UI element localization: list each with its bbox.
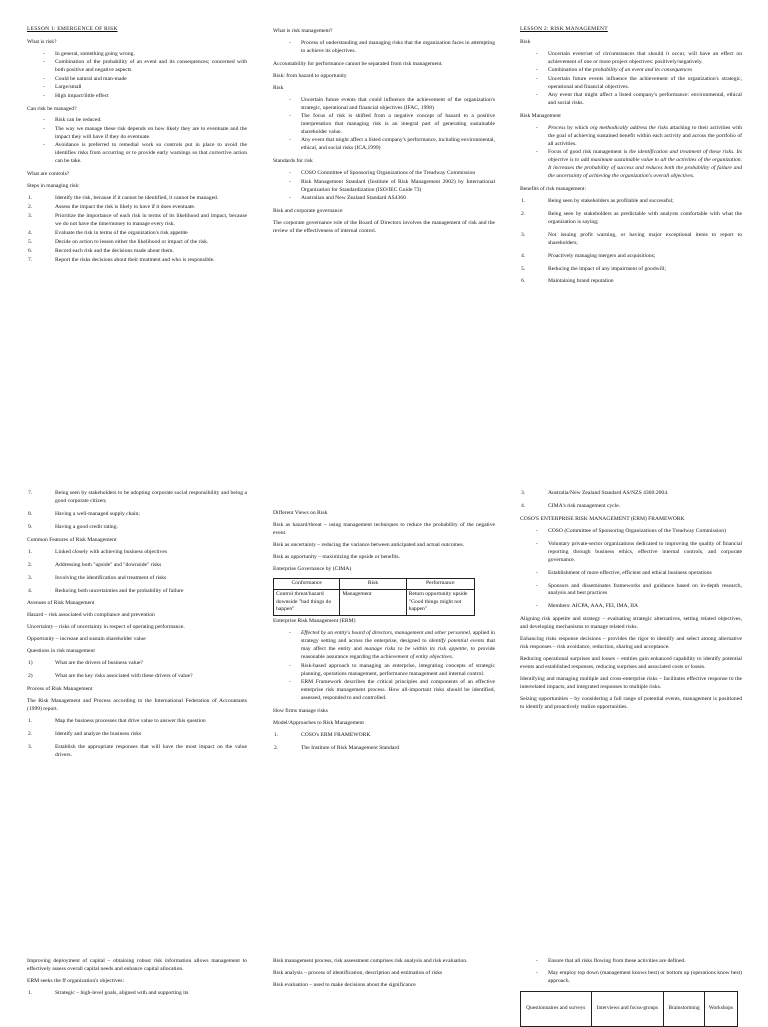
list-item: 2. Being seen by stakeholders as predictable with analysts comfortable with what the organization is saying; <box>521 210 742 225</box>
paragraph: Risk as opportunity – maximizing the upside or benefits. <box>273 553 400 560</box>
lesson-2-title: LESSON 2: RISK MANAGEMENT <box>520 26 608 32</box>
list-item: - Process by which org methodically address the risks attaching to their activities with the goal of achieving sustained benefit within each activity and across the portfolio of all activities. <box>548 125 742 149</box>
list-item: - High impact/little effect <box>55 93 247 101</box>
list-item: 3. Involving the identification and treatment of risks <box>28 574 167 581</box>
list-item: 1) What are the drivers of business value? <box>28 660 143 667</box>
risk-definition-list <box>520 51 742 108</box>
heading-risk: Risk <box>273 84 284 91</box>
list-item: 4. Reducing both uncertainties and the probability of failure <box>28 587 184 594</box>
list-item: - Any event that might affect a listed company's performance: environmental, ethical and social risks. <box>548 92 742 108</box>
list-item: 1. Being seen by stakeholders as profitable and successful; <box>521 197 674 204</box>
process-list <box>27 718 247 760</box>
erm-list <box>273 630 495 702</box>
heading-different-views: Different Views on Risk <box>273 510 328 516</box>
list-item: - Voluntary private-sector organizations dedicated to improving the quality of financial reporting through business ethics, effective internal controls, and corporate governance. <box>548 541 742 565</box>
table-cell: Brainstorming <box>664 991 705 1026</box>
paragraph: Aligning risk appetite and strategy – evaluating strategic alternatives, setting related objectives, and developing mechanisms to manage related risks. <box>520 616 742 631</box>
heading-can-risk-be-managed: Can risk be managed? <box>27 105 77 112</box>
heading-risk-management: Risk Management <box>520 112 561 119</box>
table-header: Risk <box>340 578 406 589</box>
heading-models: Model/Approaches to Risk Management <box>273 719 364 726</box>
list-item: 6. Record each risk and the decisions made about them. <box>28 247 174 254</box>
list-item: - Risk-based approach to managing an enterprise, integrating concepts of strategic planning, operations management, performance management and internal control. <box>301 663 495 679</box>
standards-list <box>273 170 495 203</box>
heading-risk-and-corporate-governance: Risk and corporate governance <box>273 207 343 214</box>
coso-list <box>520 528 742 612</box>
paragraph: Risk as uncertainty – reducing the variance between anticipated and actual outcomes. <box>273 541 465 548</box>
table-header: Performance <box>406 578 474 589</box>
heading-benefits: Benefits of risk management: <box>520 185 587 192</box>
list-item: 4. Evaluate the risk in terms of the organization's risk appetite <box>28 229 188 236</box>
list-item: - Ensure that all risks flowing from these activities are defined. <box>548 958 742 966</box>
heading-what-are-controls: What are controls? <box>27 171 70 178</box>
paragraph: Risk management process, risk assessment comprises risk analysis and risk evaluation. <box>273 958 468 964</box>
list-item: 3. Not issuing profit warning, or having major exceptional items to report to shareholders; <box>521 231 742 246</box>
column-3-section-2 <box>520 490 742 716</box>
models-list <box>273 732 495 753</box>
objectives-list <box>27 990 247 998</box>
heading-questions: Questions in risk management <box>27 648 95 655</box>
heading-how-firms-manage-risks: How firms manage risks <box>273 707 328 714</box>
list-item: - In general, something going wrong. <box>55 51 247 59</box>
techniques-table <box>520 991 738 1027</box>
table-cell: Return opportunity upside "Good things might not happen" <box>406 589 474 616</box>
heading-coso-erm-framework: COSO'S ENTERPRISE RISK MANAGEMENT (ERM) FRAMEWORK <box>520 515 685 522</box>
list-item: 5. Decide on action to lessen either the likelihood or impact of the risk. <box>28 238 209 245</box>
list-item: - Effected by an entity's board of directors, management and other personnel, applied in strategy setting and across the enterprise, designed to identify potential events that may affect the entity and manage risks to be within its risk appetite, to provide reasonable assurance regarding the achievement of entity objectives. <box>301 630 495 662</box>
list-item: - Sponsors and disseminates frameworks and guidance based on in-depth research, analysis and best practices <box>548 583 742 599</box>
list-item: - Focus of good risk management is the identification and treatment of these risks. Its objective is to add maximum sustainable value to all the activities of the organization. It increases the probability of success and reduces both the probability of failure and the uncertainty of achieving the organization's overall objectives. <box>548 149 742 181</box>
risk-definition-list <box>273 97 495 154</box>
list-item: - Combination of the probability of an event and its consequences <box>548 67 742 75</box>
list-item: 1. Strategic – high-level goals, aligned with and supporting its <box>28 989 189 996</box>
approach-list <box>520 958 742 986</box>
column-2-section-1 <box>273 26 495 240</box>
paragraph: Risk: from hazard to opportunity <box>273 72 347 79</box>
list-item: - The focus of risk is shifted from a negative concept of hazard to a positive interpretation that managing risk is an integral part of generating sustainable shareholder value. <box>301 113 495 137</box>
list-item: - Large/small <box>55 84 247 92</box>
enterprise-governance-table <box>273 578 475 617</box>
paragraph: Reducing operational surprises and losses – entities gain enhanced capability to identify potential events and established responses, reducing surprises and associated costs or losses. <box>520 656 742 670</box>
heading-risk: Risk <box>520 38 531 45</box>
column-1-section-1 <box>27 26 247 269</box>
list-item: - Risk Management Standard (Institute of Risk Management 2002) by International Organization for Standardization (ISO/IEC Guide 73) <box>301 179 495 195</box>
list-item: 1. Linked closely with achieving business objectives <box>28 548 168 555</box>
heading-common-features: Common Features of Risk Management <box>27 536 117 543</box>
risk-management-list <box>520 125 742 181</box>
list-item: - Combination of the probability of an event and its consequences; concerned with both positive and negative aspects <box>55 59 247 75</box>
list-item: - Process of understanding and managing risks that the organization faces in attempting to achieve its objectives. <box>301 40 495 56</box>
heading-erm: Enterprise Risk Management (ERM) <box>273 618 356 625</box>
paragraph: Improving deployment of capital – obtaining robust risk information allows management to effectively assess overall capital needs and enhance capital allocation. <box>27 958 247 972</box>
list-item: - Establishment of more effective, efficient and ethical business operations <box>548 570 742 578</box>
paragraph: Hazard – risk associated with compliance and prevention <box>27 612 155 619</box>
paragraph: Identifying and managing multiple and cross-enterprise risks – facilitates effective response to the interrelated impacts, and integrated responses to multiple risks. <box>520 675 742 690</box>
list-item: - Risk can be reduced. <box>55 117 247 125</box>
heading-enterprise-governance: Enterprise Governance by (CIMA) <box>273 565 352 572</box>
list-item: - Uncertain future events influence the achievement of the organization's strategic, operational and financial objectives. <box>548 76 742 92</box>
steps-list <box>27 195 247 265</box>
can-risk-be-managed-list <box>27 117 247 166</box>
table-cell: Management <box>340 589 406 616</box>
list-item: 2. Addressing both "upside" and "downside" risks <box>28 561 162 568</box>
column-1-section-2 <box>27 490 247 765</box>
table-cell: Questionnaires and surveys <box>521 991 592 1026</box>
column-3-section-1 <box>520 26 742 291</box>
heading-what-is-risk-management: What is risk management? <box>273 28 333 34</box>
list-item: 4. Proactively managing mergers and acquisitions; <box>521 252 656 259</box>
heading-what-is-risk: What is risk? <box>27 38 57 45</box>
list-item: 9. Having a good credit rating. <box>28 523 118 530</box>
column-3-section-3 <box>520 958 742 1027</box>
table-cell: Workshops <box>704 991 737 1026</box>
paragraph: Risk as hazard/threat – using management techniques to reduce the probability of the negative event. <box>273 521 495 536</box>
list-item: 2) What are the key risks associated with these drivers of value? <box>28 673 193 680</box>
list-item: 7. Being seen by stakeholders to be adopting corporate social responsibility and being a good corporate citizen; <box>28 490 247 504</box>
column-1-section-3 <box>27 958 247 1003</box>
list-item: - Avoidance is preferred to remedial work so controls put in place to avoid the identifies risks from occurring or to provide early warnings so that corrective action can be take. <box>55 142 247 166</box>
benefits-list <box>520 198 742 287</box>
paragraph: The Risk Management and Process according to the International Federation of Accountants (1999) report. <box>27 697 247 712</box>
list-item: - Any event that might affect a listed company's performance, including environmental, ethical, and social risks (ICA,1999) <box>301 137 495 153</box>
paragraph: ERM seeks the ff organization's objectives: <box>27 977 124 984</box>
table-cell: Interviews and focus-groups <box>591 991 664 1026</box>
column-2-section-2 <box>273 508 495 758</box>
list-item: - COSO (Committee of Sponsoring Organizations of the Treadway Commission) <box>548 528 742 536</box>
heading-process: Process of Risk Management <box>27 686 93 692</box>
paragraph: The corporate governance role of the Board of Directors involves the management of risk and the review of the effectiveness of internal control. <box>273 219 495 234</box>
list-item: - Uncertain event/set of circumstances that should it occur, will have an effect on achievement of one or more project objectives: positively/negatively. <box>548 51 742 67</box>
paragraph: Opportunity – increase and sustain shareholder value <box>27 636 146 643</box>
list-item: 5. Reducing the impact of any impairment of goodwill; <box>521 265 666 272</box>
paragraph: Seizing opportunities – by considering a full range of potential events, management is positioned to identify and proactively realize opportunities. <box>520 695 742 710</box>
table-header: Conformance <box>274 578 340 589</box>
list-item: - Australian and New Zealand Standard AS4360 <box>301 195 495 203</box>
list-item: - May employ top down (management knows best) or bottom up (operations know best) approach. <box>548 970 742 986</box>
list-item: 7. Report the risks decisions about their treatment and who is responsible. <box>28 256 215 263</box>
heading-steps-in-managing-risk: Steps in managing risk: <box>27 183 80 189</box>
what-is-risk-list <box>27 51 247 101</box>
paragraph: Accountability for performance cannot be separated from risk management. <box>273 60 443 67</box>
list-item: 8. Having a well-managed supply chain; <box>28 510 140 517</box>
benefits-list-continued <box>27 490 247 532</box>
models-list-continued <box>520 490 742 511</box>
list-item: - Members: AICPA, AAA, FEI, IMA, IIA <box>548 603 742 611</box>
list-item: - COSO Committee of Sponsoring Organizations of the Treadway Commission <box>301 170 495 178</box>
list-item: 2. The Institute of Risk Management Standard <box>274 744 400 751</box>
questions-list <box>27 660 247 681</box>
list-item: 6. Maintaining brand reputation <box>521 278 614 285</box>
risk-management-definition-list <box>273 40 495 56</box>
list-item: 3. Australia/New Zealand Standard AS/NZS 4360:2004. <box>521 490 669 496</box>
paragraph: Enhancing risks response decisions – provides the rigor to identify and select among alternative risk responses – risk avoidance, reduction, sharing and acceptance. <box>520 636 742 651</box>
list-item: - Uncertain future events that could influence the achievement of the organization's strategic, operational and financial objectives (IFAC, 1998) <box>301 97 495 113</box>
list-item: 3. Establish the appropriate responses that will have the most impact on the value drivers. <box>28 743 247 758</box>
list-item: 3. Prioritize the importance of each risk in terms of its likelihood and impact, because we do not have the time/money to manage every risk. <box>28 212 247 227</box>
list-item: - ERM Framework describes the critical principles and components of an effective enterprise risk management process. How all-important risks should be identified, assessed, responded to and controlled. <box>301 679 495 703</box>
common-features-list <box>27 549 247 596</box>
lesson-1-title: LESSON 1: EMERGENCE OF RISK <box>27 26 118 32</box>
list-item: - The way we manage these risk depends on how likely they are to eventuate and the impact they will have if they do eventuate. <box>55 126 247 142</box>
list-item: 1. Map the business processes that drive value to answer this question <box>28 717 206 724</box>
list-item: - Could be natural and man-made <box>55 76 247 84</box>
heading-avenues: Avenues of Risk Management <box>27 600 95 607</box>
list-item: 4. CIMA's risk management cycle. <box>521 502 621 509</box>
column-2-section-3 <box>273 958 495 994</box>
list-item: 1. COSO's ERM FRAMEWORK <box>274 731 371 738</box>
list-item: 2. Assess the impact the risk is likely to have if it does eventuate. <box>28 203 196 210</box>
table-cell: Control threat/hazard downside "bad things do happen" <box>274 589 340 616</box>
paragraph: Uncertainty – risks of uncertainty in respect of operating performance. <box>27 624 185 631</box>
heading-standards-for-risk: Standards for risk <box>273 158 313 165</box>
paragraph: Risk analysis – process of identification, description and estimation of risks <box>273 969 443 976</box>
list-item: 1. Identify the risk, because if it cannot be identified, it cannot be managed. <box>28 194 219 201</box>
paragraph: Risk evaluation – used to make decisions about the significance <box>273 981 416 988</box>
list-item: 2. Identify and analyze the business risks <box>28 730 142 737</box>
